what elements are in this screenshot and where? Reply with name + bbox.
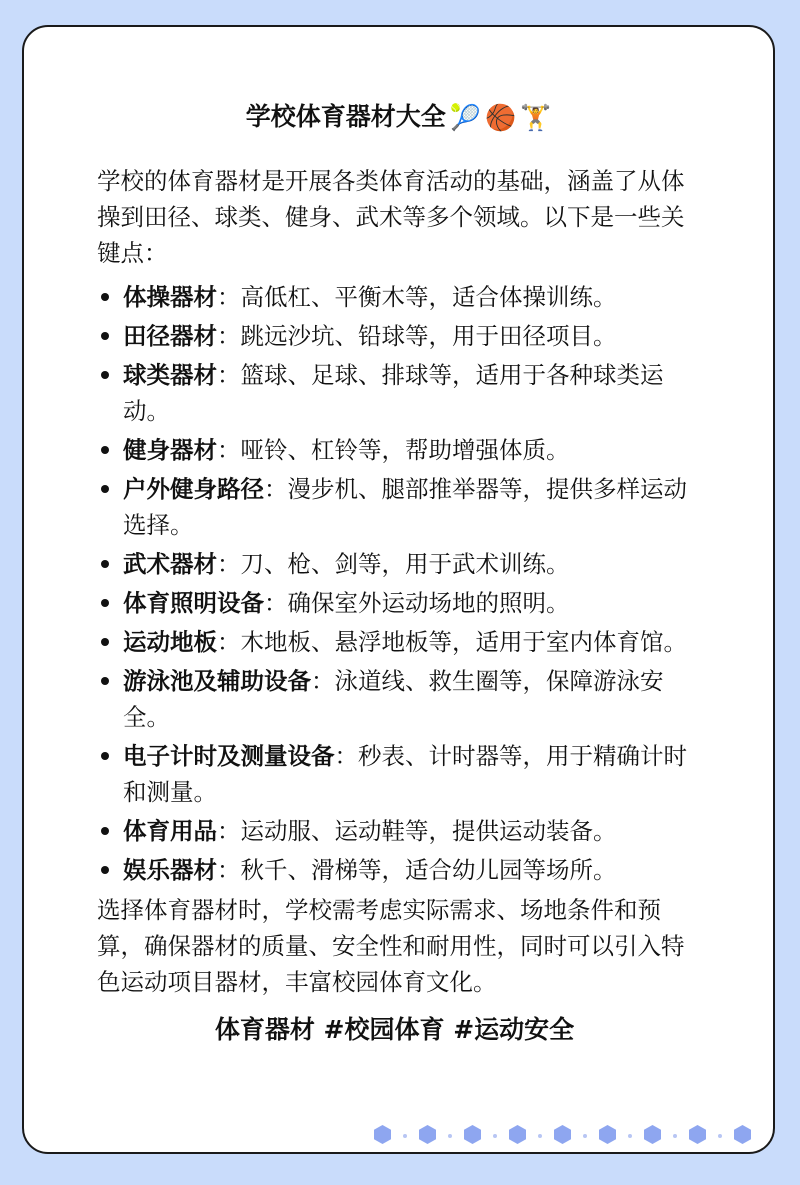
list-item: [97, 471, 692, 543]
list-item: [97, 279, 692, 315]
hexagon-dot-icon: [599, 1125, 616, 1144]
page-indicator-dots: [374, 1125, 766, 1149]
item-term: 电子计时及测量设备: [123, 742, 335, 770]
post-card: [22, 25, 775, 1154]
separator-dot-icon: [538, 1134, 542, 1138]
bullet-icon: [101, 752, 109, 760]
item-description: ：哑铃、杠铃等，帮助增强体质。: [217, 436, 570, 464]
item-description: ：刀、枪、剑等，用于武术训练。: [217, 550, 570, 578]
tennis-emoji-icon: 🎾: [449, 103, 481, 132]
item-description: ：秋千、滑梯等，适合幼儿园等场所。: [217, 856, 617, 884]
item-description: ：木地板、悬浮地板等，适用于室内体育馆。: [217, 628, 687, 656]
separator-dot-icon: [673, 1134, 677, 1138]
bullet-icon: [101, 371, 109, 379]
hexagon-dot-icon: [374, 1125, 391, 1144]
bullet-icon: [101, 638, 109, 646]
bullet-icon: [101, 560, 109, 568]
post-title-text: 学校体育器材大全: [245, 102, 446, 131]
item-description: ：确保室外运动场地的照明。: [264, 589, 570, 617]
item-term: 体操器材: [123, 283, 217, 311]
bullet-icon: [101, 827, 109, 835]
list-item: [97, 432, 692, 468]
basketball-emoji-icon: 🏀: [484, 103, 517, 132]
item-term: 球类器材: [123, 361, 217, 389]
list-item: [97, 546, 692, 582]
item-term: 武术器材: [123, 550, 217, 578]
item-description: ：篮球、足球、排球等，适用于各种球类运动。: [123, 361, 664, 425]
list-item: [97, 813, 692, 849]
item-term: 健身器材: [123, 436, 217, 464]
separator-dot-icon: [448, 1134, 452, 1138]
hashtags: 体育器材 #校园体育 #运动安全: [214, 1015, 575, 1044]
item-term: 田径器材: [123, 322, 217, 350]
list-item: [97, 585, 692, 621]
post-body: [97, 163, 692, 1048]
list-item: [97, 624, 692, 660]
hexagon-dot-icon: [734, 1125, 751, 1144]
item-description: ：运动服、运动鞋等，提供运动装备。: [217, 817, 617, 845]
hexagon-dot-icon: [554, 1125, 571, 1144]
intro-paragraph: 学校的体育器材是开展各类体育活动的基础，涵盖了从体操到田径、球类、健身、武术等多个领域。以下是一些关键点：: [97, 167, 685, 267]
bullet-icon: [101, 446, 109, 454]
item-term: 娱乐器材: [123, 856, 217, 884]
item-term: 体育照明设备: [123, 589, 264, 617]
list-item: [97, 318, 692, 354]
item-description: ：漫步机、腿部推举器等，提供多样运动选择。: [123, 475, 687, 539]
post-title: [24, 99, 773, 136]
hexagon-dot-icon: [419, 1125, 436, 1144]
separator-dot-icon: [583, 1134, 587, 1138]
item-term: 体育用品: [123, 817, 217, 845]
separator-dot-icon: [628, 1134, 632, 1138]
list-item: [97, 357, 692, 429]
item-description: ：高低杠、平衡木等，适合体操训练。: [217, 283, 617, 311]
item-description: ：秒表、计时器等，用于精确计时和测量。: [123, 742, 687, 806]
list-item: [97, 852, 692, 888]
item-description: ：跳远沙坑、铅球等，用于田径项目。: [217, 322, 617, 350]
item-term: 户外健身路径: [123, 475, 264, 503]
conclusion-paragraph: 选择体育器材时，学校需考虑实际需求、场地条件和预算，确保器材的质量、安全性和耐用性，同时可以引入特色运动项目器材，丰富校园体育文化。: [97, 896, 685, 996]
weightlifter-emoji-icon: 🏋️: [520, 103, 552, 132]
separator-dot-icon: [403, 1134, 407, 1138]
hexagon-dot-icon: [464, 1125, 481, 1144]
list-item: [97, 663, 692, 735]
bullet-icon: [101, 332, 109, 340]
hexagon-dot-icon: [644, 1125, 661, 1144]
separator-dot-icon: [493, 1134, 497, 1138]
list-item: [97, 738, 692, 810]
item-term: 游泳池及辅助设备: [123, 667, 311, 695]
equipment-list: [97, 279, 692, 888]
hexagon-dot-icon: [689, 1125, 706, 1144]
bullet-icon: [101, 599, 109, 607]
bullet-icon: [101, 293, 109, 301]
item-description: ：泳道线、救生圈等，保障游泳安全。: [123, 667, 664, 731]
bullet-icon: [101, 677, 109, 685]
separator-dot-icon: [718, 1134, 722, 1138]
bullet-icon: [101, 866, 109, 874]
bullet-icon: [101, 485, 109, 493]
hexagon-dot-icon: [509, 1125, 526, 1144]
item-term: 运动地板: [123, 628, 217, 656]
